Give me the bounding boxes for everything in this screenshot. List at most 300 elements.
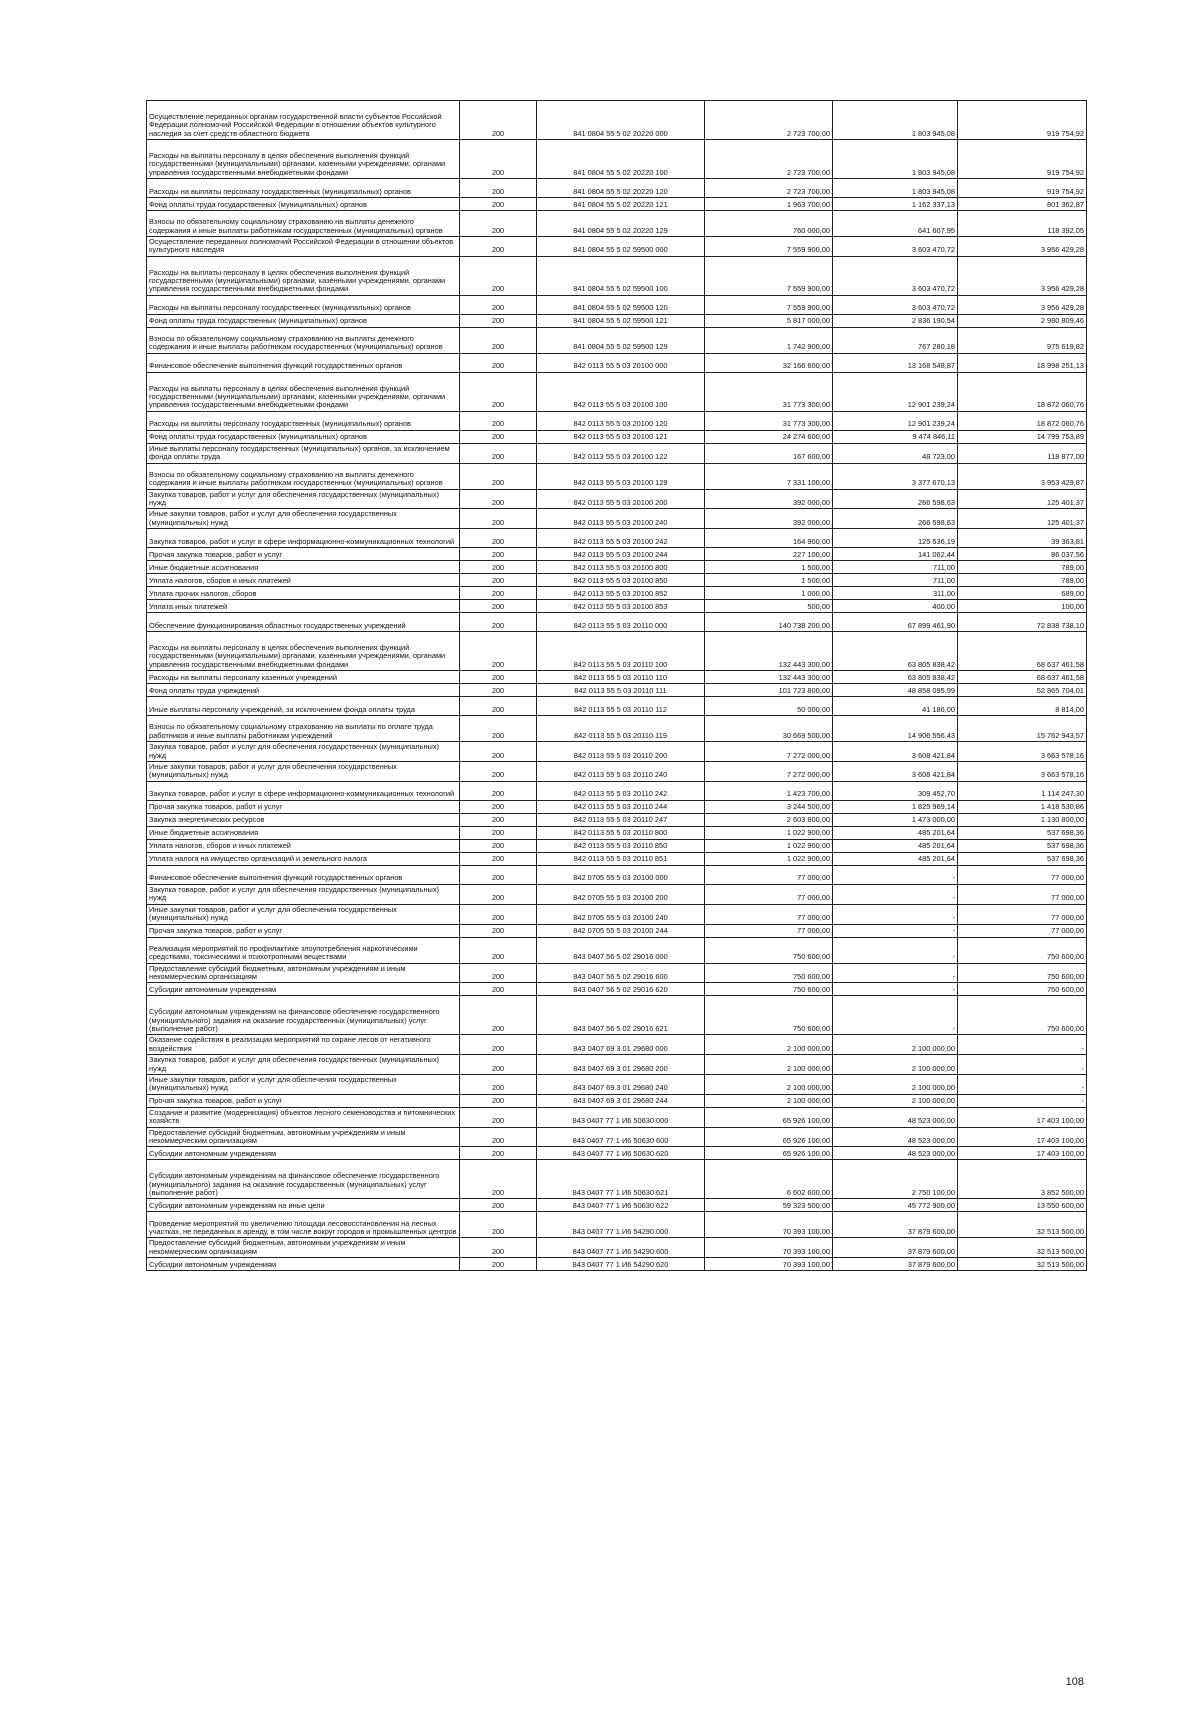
row-rest: 537 698,36 — [958, 826, 1087, 839]
table-row — [147, 211, 1087, 237]
row-name: Иные выплаты персоналу государственных (муниципальных) органов, за исключением фонда оплаты труда — [147, 443, 460, 463]
row-name: Уплата налогов, сборов и иных платежей — [147, 839, 460, 852]
row-rest: 801 362,87 — [958, 198, 1087, 211]
row-plan: 70 393 100,00 — [705, 1258, 833, 1271]
row-code: 200 — [460, 865, 537, 884]
table-row — [147, 1258, 1087, 1271]
row-plan: 3 244 500,00 — [705, 800, 833, 813]
row-code: 200 — [460, 839, 537, 852]
row-code: 200 — [460, 924, 537, 937]
row-code: 200 — [460, 813, 537, 826]
row-plan: 750 600,00 — [705, 937, 833, 963]
row-name: Закупка товаров, работ и услуг для обеспечения государственных (муниципальных) нужд — [147, 884, 460, 904]
row-rest: 39 363,81 — [958, 529, 1087, 548]
row-code: 200 — [460, 237, 537, 257]
row-plan: 500,00 — [705, 600, 833, 613]
row-name: Прочая закупка товаров, работ и услуг — [147, 924, 460, 937]
budget-sheet — [146, 100, 1086, 1271]
row-rest: 975 619,82 — [958, 327, 1087, 353]
row-rest: 537 698,36 — [958, 852, 1087, 865]
row-kbk: 842 0113 55 5 03 20110 800 — [537, 826, 705, 839]
table-row — [147, 1107, 1087, 1127]
row-rest: 18 998 251,13 — [958, 353, 1087, 372]
row-rest: 3 953 429,87 — [958, 463, 1087, 489]
row-exec: 48 858 095,99 — [833, 684, 958, 697]
row-name: Закупка товаров, работ и услуг в сфере информационно-коммуникационных технологий — [147, 529, 460, 548]
row-code: 200 — [460, 742, 537, 762]
row-rest: 750 600,00 — [958, 983, 1087, 996]
row-exec: 767 280,18 — [833, 327, 958, 353]
table-row — [147, 314, 1087, 327]
row-name: Иные закупки товаров, работ и услуг для обеспечения государственных (муниципальных) нужд — [147, 762, 460, 782]
row-kbk: 843 0407 77 1 И6 54290 600 — [537, 1238, 705, 1258]
table-row — [147, 937, 1087, 963]
row-name: Иные закупки товаров, работ и услуг для обеспечения государственных (муниципальных) нужд — [147, 1074, 460, 1094]
row-rest: 17 403 100,00 — [958, 1127, 1087, 1147]
row-kbk: 841 0804 55 5 02 59500 121 — [537, 314, 705, 327]
row-plan: 2 723 700,00 — [705, 140, 833, 179]
row-plan: 31 773 300,00 — [705, 372, 833, 411]
row-rest: 72 838 738,10 — [958, 613, 1087, 632]
row-kbk: 842 0113 55 5 03 20100 120 — [537, 411, 705, 430]
table-row — [147, 1238, 1087, 1258]
row-name: Уплата налогов, сборов и иных платежей — [147, 574, 460, 587]
row-name: Обеспечение функционирования областных государственных учреждений — [147, 613, 460, 632]
row-exec: 37 879 600,00 — [833, 1238, 958, 1258]
row-kbk: 842 0113 55 5 03 20100 800 — [537, 561, 705, 574]
table-row — [147, 1127, 1087, 1147]
table-row — [147, 463, 1087, 489]
row-kbk: 842 0113 55 5 03 20100 122 — [537, 443, 705, 463]
row-rest: 750 600,00 — [958, 963, 1087, 983]
row-kbk: 842 0113 55 5 03 20110 851 — [537, 852, 705, 865]
row-kbk: 843 0407 77 1 И6 54290 620 — [537, 1258, 705, 1271]
row-name: Проведение мероприятий по увеличению площади лесовосстановления на лесных участках, не переданных в аренду, в том числе вокруг городов и промышленных центров — [147, 1212, 460, 1238]
row-exec: 485 201,64 — [833, 826, 958, 839]
row-rest: 14 799 753,89 — [958, 430, 1087, 443]
row-name: Субсидии автономным учреждениям — [147, 983, 460, 996]
row-plan: 750 600,00 — [705, 983, 833, 996]
row-exec: - — [833, 904, 958, 924]
row-exec: 2 836 190,54 — [833, 314, 958, 327]
row-code: 200 — [460, 353, 537, 372]
row-rest: 17 403 100,00 — [958, 1107, 1087, 1127]
row-code: 200 — [460, 800, 537, 813]
row-name: Осуществление переданных органам государственной власти субъектов Российской Федерации полномочий Российской Федерации в отношении объектов культурного наследия за счет средств областного бюджета — [147, 101, 460, 140]
row-code: 200 — [460, 1238, 537, 1258]
row-kbk: 842 0113 55 5 03 20100 121 — [537, 430, 705, 443]
row-exec: 1 473 000,00 — [833, 813, 958, 826]
row-rest: 32 513 500,00 — [958, 1212, 1087, 1238]
row-code: 200 — [460, 1258, 537, 1271]
row-plan: 65 926 100,00 — [705, 1127, 833, 1147]
table-row — [147, 574, 1087, 587]
row-plan: 140 738 200,00 — [705, 613, 833, 632]
row-rest: 77 000,00 — [958, 865, 1087, 884]
row-kbk: 842 0113 55 5 03 20100 852 — [537, 587, 705, 600]
row-exec: 3 608 421,84 — [833, 762, 958, 782]
row-plan: 2 100 000,00 — [705, 1094, 833, 1107]
row-exec: 63 805 838,42 — [833, 632, 958, 671]
row-rest: 68 637 461,58 — [958, 671, 1087, 684]
row-kbk: 843 0407 56 5 02 29016 000 — [537, 937, 705, 963]
row-plan: 750 600,00 — [705, 996, 833, 1035]
row-exec: 3 603 470,72 — [833, 256, 958, 295]
row-name: Взносы по обязательному социальному страхованию на выплаты денежного содержания и иные выплаты работникам государственных (муниципальных) органов — [147, 327, 460, 353]
row-rest: 125 401,37 — [958, 509, 1087, 529]
row-name: Иные бюджетные ассигнования — [147, 826, 460, 839]
row-exec: 37 879 600,00 — [833, 1258, 958, 1271]
table-row — [147, 548, 1087, 561]
row-rest: - — [958, 1074, 1087, 1094]
row-exec: 48 523 000,00 — [833, 1147, 958, 1160]
table-row — [147, 762, 1087, 782]
row-code: 200 — [460, 716, 537, 742]
row-name: Субсидии автономным учреждениям на финансовое обеспечение государственного (муниципального) задания на оказание государственных (муниципальных) услуг (выполнение работ) — [147, 996, 460, 1035]
row-name: Субсидии автономным учреждениям — [147, 1258, 460, 1271]
row-kbk: 842 0113 55 5 03 20110 000 — [537, 613, 705, 632]
row-exec: 12 901 239,24 — [833, 372, 958, 411]
row-kbk: 843 0407 69 3 01 29680 000 — [537, 1035, 705, 1055]
row-code: 200 — [460, 904, 537, 924]
row-name: Закупка товаров, работ и услуг для обеспечения государственных (муниципальных) нужд — [147, 489, 460, 509]
row-plan: 101 723 800,00 — [705, 684, 833, 697]
row-kbk: 842 0113 55 5 03 20110 242 — [537, 781, 705, 800]
row-exec: 1 825 969,14 — [833, 800, 958, 813]
row-kbk: 842 0113 55 5 03 20100 200 — [537, 489, 705, 509]
row-code: 200 — [460, 937, 537, 963]
row-code: 200 — [460, 632, 537, 671]
row-kbk: 842 0113 55 5 03 20100 853 — [537, 600, 705, 613]
row-plan: 77 000,00 — [705, 884, 833, 904]
table-row — [147, 101, 1087, 140]
row-plan: 1 500,00 — [705, 561, 833, 574]
row-name: Расходы на выплаты персоналу в целях обеспечения выполнения функций государственными (муниципальными) органами, казенными учреждениями, органами управления государственными внебюджетными фондами — [147, 256, 460, 295]
row-rest: 750 600,00 — [958, 996, 1087, 1035]
row-name: Прочая закупка товаров, работ и услуг — [147, 800, 460, 813]
row-plan: 6 602 600,00 — [705, 1160, 833, 1199]
table-row — [147, 600, 1087, 613]
row-plan: 164 900,00 — [705, 529, 833, 548]
table-row — [147, 1094, 1087, 1107]
row-kbk: 842 0705 55 5 03 20100 000 — [537, 865, 705, 884]
table-row — [147, 852, 1087, 865]
row-code: 200 — [460, 826, 537, 839]
table-row — [147, 1074, 1087, 1094]
row-rest: 3 956 429,28 — [958, 237, 1087, 257]
row-rest: 689,00 — [958, 587, 1087, 600]
table-row — [147, 1199, 1087, 1212]
row-rest: 919 754,92 — [958, 140, 1087, 179]
row-plan: 32 166 600,00 — [705, 353, 833, 372]
table-row — [147, 983, 1087, 996]
row-rest: 919 754,92 — [958, 179, 1087, 198]
row-exec: 2 100 000,00 — [833, 1035, 958, 1055]
row-rest: 77 000,00 — [958, 884, 1087, 904]
row-rest: 125 401,37 — [958, 489, 1087, 509]
row-name: Расходы на выплаты персоналу государственных (муниципальных) органов — [147, 179, 460, 198]
table-row — [147, 613, 1087, 632]
row-plan: 77 000,00 — [705, 865, 833, 884]
row-plan: 392 000,00 — [705, 509, 833, 529]
row-plan: 2 603 800,00 — [705, 813, 833, 826]
row-rest: 3 956 429,28 — [958, 256, 1087, 295]
row-kbk: 841 0804 55 5 02 59500 100 — [537, 256, 705, 295]
table-row — [147, 996, 1087, 1035]
table-row — [147, 353, 1087, 372]
row-code: 200 — [460, 372, 537, 411]
row-kbk: 842 0113 55 5 03 20110 850 — [537, 839, 705, 852]
row-plan: 132 443 300,00 — [705, 671, 833, 684]
row-exec: 9 474 846,11 — [833, 430, 958, 443]
row-rest: 2 980 809,46 — [958, 314, 1087, 327]
row-kbk: 841 0804 55 5 02 20220 000 — [537, 101, 705, 140]
table-row — [147, 839, 1087, 852]
row-name: Финансовое обеспечение выполнения функций государственных органов — [147, 353, 460, 372]
row-rest: 32 513 500,00 — [958, 1238, 1087, 1258]
table-row — [147, 237, 1087, 257]
row-name: Фонд оплаты труда учреждений — [147, 684, 460, 697]
table-row — [147, 489, 1087, 509]
row-code: 200 — [460, 1147, 537, 1160]
row-rest: - — [958, 1035, 1087, 1055]
row-kbk: 842 0113 55 5 03 20110 200 — [537, 742, 705, 762]
row-name: Закупка товаров, работ и услуг для обеспечения государственных (муниципальных) нужд — [147, 742, 460, 762]
table-row — [147, 529, 1087, 548]
row-kbk: 841 0804 55 5 02 59500 129 — [537, 327, 705, 353]
row-exec: 2 750 100,00 — [833, 1160, 958, 1199]
row-name: Фонд оплаты труда государственных (муниципальных) органов — [147, 430, 460, 443]
row-name: Субсидии автономным учреждениям на финансовое обеспечение государственного (муниципального) задания на оказание государственных (муниципальных) услуг (выполнение работ) — [147, 1160, 460, 1199]
row-code: 200 — [460, 463, 537, 489]
row-kbk: 841 0804 55 5 02 59500 000 — [537, 237, 705, 257]
table-body — [147, 101, 1087, 1271]
row-rest: 18 872 060,76 — [958, 372, 1087, 411]
row-code: 200 — [460, 211, 537, 237]
table-row — [147, 1035, 1087, 1055]
table-row — [147, 295, 1087, 314]
row-kbk: 842 0113 55 5 03 20110 110 — [537, 671, 705, 684]
row-plan: 30 669 500,00 — [705, 716, 833, 742]
row-code: 200 — [460, 1107, 537, 1127]
row-plan: 31 773 300,00 — [705, 411, 833, 430]
row-plan: 1 000,00 — [705, 587, 833, 600]
table-row — [147, 509, 1087, 529]
row-name: Субсидии автономным учреждениям на иные цели — [147, 1199, 460, 1212]
row-plan: 227 100,00 — [705, 548, 833, 561]
table-row — [147, 924, 1087, 937]
table-row — [147, 632, 1087, 671]
row-kbk: 843 0407 77 1 И6 54290 000 — [537, 1212, 705, 1238]
row-exec: 266 598,63 — [833, 489, 958, 509]
row-exec: 2 100 000,00 — [833, 1074, 958, 1094]
row-code: 200 — [460, 1055, 537, 1075]
row-name: Закупка энергетических ресурсов — [147, 813, 460, 826]
row-kbk: 843 0407 56 5 02 29016 621 — [537, 996, 705, 1035]
row-rest: 68 637 461,58 — [958, 632, 1087, 671]
row-exec: 48 523 000,00 — [833, 1127, 958, 1147]
row-exec: - — [833, 865, 958, 884]
row-code: 200 — [460, 443, 537, 463]
row-rest: 3 852 500,00 — [958, 1160, 1087, 1199]
row-plan: 5 817 000,00 — [705, 314, 833, 327]
row-code: 200 — [460, 852, 537, 865]
row-code: 200 — [460, 1035, 537, 1055]
row-exec: 3 608 421,84 — [833, 742, 958, 762]
table-row — [147, 813, 1087, 826]
row-kbk: 843 0407 77 1 И6 50630 000 — [537, 1107, 705, 1127]
row-exec: 141 062,44 — [833, 548, 958, 561]
row-rest: 32 513 500,00 — [958, 1258, 1087, 1271]
row-code: 200 — [460, 1199, 537, 1212]
row-name: Иные закупки товаров, работ и услуг для обеспечения государственных (муниципальных) нужд — [147, 904, 460, 924]
budget-execution-table — [146, 100, 1087, 1271]
table-row — [147, 697, 1087, 716]
table-row — [147, 587, 1087, 600]
row-name: Закупка товаров, работ и услуг для обеспечения государственных (муниципальных) нужд — [147, 1055, 460, 1075]
row-rest: 789,00 — [958, 574, 1087, 587]
row-code: 200 — [460, 1212, 537, 1238]
table-row — [147, 179, 1087, 198]
row-name: Расходы на выплаты персоналу государственных (муниципальных) органов — [147, 411, 460, 430]
row-name: Фонд оплаты труда государственных (муниципальных) органов — [147, 198, 460, 211]
row-code: 200 — [460, 781, 537, 800]
page-number: 108 — [1065, 1676, 1084, 1688]
row-rest: 86 037,56 — [958, 548, 1087, 561]
row-name: Реализация мероприятий по профилактике злоупотребления наркотическими средствами, токсическими и психотропными веществами — [147, 937, 460, 963]
row-plan: 7 272 000,00 — [705, 742, 833, 762]
row-rest: 77 000,00 — [958, 924, 1087, 937]
row-rest: 13 550 600,00 — [958, 1199, 1087, 1212]
row-exec: 309 452,70 — [833, 781, 958, 800]
row-name: Осуществление переданных полномочий Российской Федерации в отношении объектов культурного наследия — [147, 237, 460, 257]
row-exec: 3 377 670,13 — [833, 463, 958, 489]
row-plan: 2 100 000,00 — [705, 1055, 833, 1075]
row-kbk: 842 0113 55 5 03 20110 111 — [537, 684, 705, 697]
row-rest: 100,00 — [958, 600, 1087, 613]
table-row — [147, 963, 1087, 983]
row-kbk: 842 0113 55 5 03 20100 242 — [537, 529, 705, 548]
table-row — [147, 1212, 1087, 1238]
row-name: Субсидии автономным учреждениям — [147, 1147, 460, 1160]
row-kbk: 841 0804 55 5 02 20220 129 — [537, 211, 705, 237]
row-plan: 132 443 300,00 — [705, 632, 833, 671]
row-rest: 77 000,00 — [958, 904, 1087, 924]
row-plan: 760 000,00 — [705, 211, 833, 237]
row-exec: 1 162 337,13 — [833, 198, 958, 211]
row-rest: 789,00 — [958, 561, 1087, 574]
row-kbk: 843 0407 77 1 И6 50630 600 — [537, 1127, 705, 1147]
row-exec: 63 805 838,42 — [833, 671, 958, 684]
row-code: 200 — [460, 574, 537, 587]
table-row — [147, 372, 1087, 411]
row-exec: - — [833, 983, 958, 996]
row-code: 200 — [460, 600, 537, 613]
row-exec: 41 186,00 — [833, 697, 958, 716]
row-kbk: 842 0705 55 5 03 20100 244 — [537, 924, 705, 937]
table-row — [147, 884, 1087, 904]
row-name: Уплата иных платежей — [147, 600, 460, 613]
row-code: 200 — [460, 762, 537, 782]
row-exec: 1 803 945,08 — [833, 179, 958, 198]
row-rest: 537 698,36 — [958, 839, 1087, 852]
row-code: 200 — [460, 314, 537, 327]
row-exec: - — [833, 996, 958, 1035]
row-kbk: 842 0113 55 5 03 20100 100 — [537, 372, 705, 411]
row-name: Иные закупки товаров, работ и услуг для обеспечения государственных (муниципальных) нужд — [147, 509, 460, 529]
row-code: 200 — [460, 684, 537, 697]
row-rest: 1 418 530,86 — [958, 800, 1087, 813]
row-exec: 311,00 — [833, 587, 958, 600]
row-code: 200 — [460, 198, 537, 211]
row-exec: 485 201,64 — [833, 852, 958, 865]
row-plan: 7 559 900,00 — [705, 295, 833, 314]
row-plan: 70 393 100,00 — [705, 1212, 833, 1238]
row-exec: 711,00 — [833, 574, 958, 587]
row-exec: 3 603 470,72 — [833, 237, 958, 257]
row-name: Предоставление субсидий бюджетным, автономным учреждениям и иным некоммерческим организациям — [147, 1127, 460, 1147]
row-name: Фонд оплаты труда государственных (муниципальных) органов — [147, 314, 460, 327]
row-kbk: 841 0804 55 5 02 59500 120 — [537, 295, 705, 314]
table-row — [147, 781, 1087, 800]
row-kbk: 842 0113 55 5 03 20110 247 — [537, 813, 705, 826]
table-row — [147, 904, 1087, 924]
table-row — [147, 411, 1087, 430]
row-exec: - — [833, 884, 958, 904]
table-row — [147, 800, 1087, 813]
row-name: Иные бюджетные ассигнования — [147, 561, 460, 574]
row-code: 200 — [460, 671, 537, 684]
row-exec: 45 772 900,00 — [833, 1199, 958, 1212]
row-rest: 1 130 800,00 — [958, 813, 1087, 826]
row-plan: 7 559 900,00 — [705, 237, 833, 257]
row-plan: 65 926 100,00 — [705, 1107, 833, 1127]
row-plan: 750 600,00 — [705, 963, 833, 983]
row-kbk: 843 0407 77 1 И6 50630 622 — [537, 1199, 705, 1212]
row-rest: 118 392,05 — [958, 211, 1087, 237]
row-plan: 1 022 900,00 — [705, 826, 833, 839]
row-plan: 1 500,00 — [705, 574, 833, 587]
row-name: Расходы на выплаты персоналу в целях обеспечения выполнения функций государственными (муниципальными) органами, казенными учреждениями, органами управления государственными внебюджетными фондами — [147, 140, 460, 179]
row-plan: 2 100 000,00 — [705, 1035, 833, 1055]
row-exec: 2 100 000,00 — [833, 1055, 958, 1075]
row-code: 200 — [460, 1127, 537, 1147]
row-kbk: 841 0804 55 5 02 20220 121 — [537, 198, 705, 211]
row-name: Расходы на выплаты персоналу в целях обеспечения выполнения функций государственными (муниципальными) органами, казенными учреждениями, органами управления государственными внебюджетными фондами — [147, 632, 460, 671]
row-exec: - — [833, 963, 958, 983]
row-kbk: 842 0113 55 5 03 20110 240 — [537, 762, 705, 782]
row-plan: 2 723 700,00 — [705, 101, 833, 140]
table-row — [147, 671, 1087, 684]
row-rest: 52 865 704,01 — [958, 684, 1087, 697]
row-plan: 2 100 000,00 — [705, 1074, 833, 1094]
row-kbk: 842 0113 55 5 03 20100 000 — [537, 353, 705, 372]
row-name: Взносы по обязательному социальному страхованию на выплаты денежного содержания и иные выплаты работникам государственных (муниципальных) органов — [147, 211, 460, 237]
table-row — [147, 327, 1087, 353]
table-row — [147, 1147, 1087, 1160]
row-exec: 266 598,63 — [833, 509, 958, 529]
row-code: 200 — [460, 489, 537, 509]
row-rest: - — [958, 1094, 1087, 1107]
row-kbk: 842 0113 55 5 03 20110 112 — [537, 697, 705, 716]
row-code: 200 — [460, 561, 537, 574]
row-code: 200 — [460, 983, 537, 996]
row-kbk: 843 0407 56 5 02 29016 620 — [537, 983, 705, 996]
row-name: Предоставление субсидий бюджетным, автономным учреждениям и иным некоммерческим организациям — [147, 1238, 460, 1258]
row-plan: 7 272 000,00 — [705, 762, 833, 782]
table-row — [147, 742, 1087, 762]
row-code: 200 — [460, 548, 537, 561]
